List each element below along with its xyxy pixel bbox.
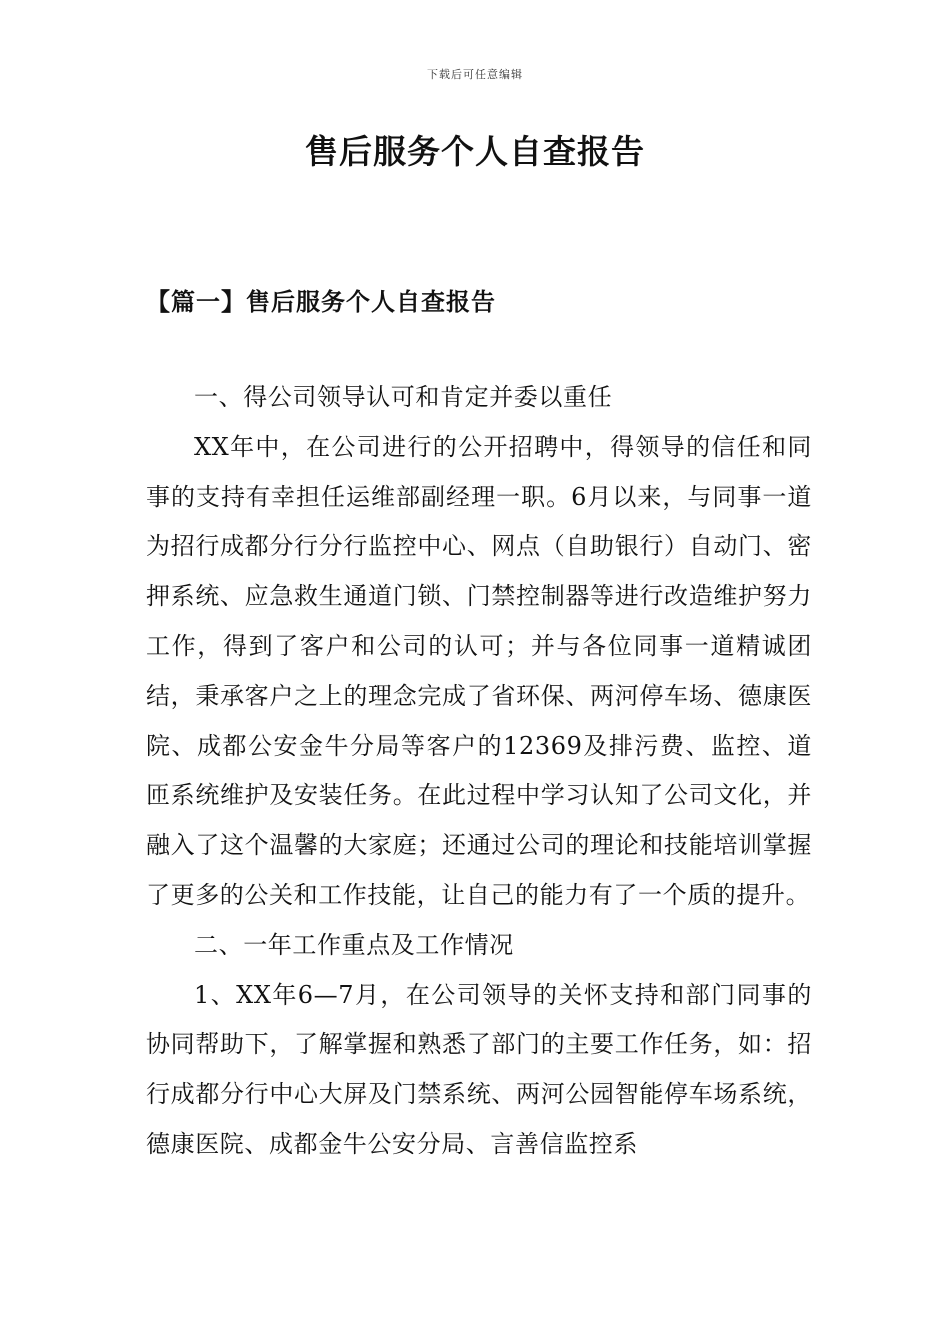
paragraph-heading-1: 一、得公司领导认可和肯定并委以重任 bbox=[194, 383, 613, 411]
section-heading: 【篇一】售后服务个人自查报告 bbox=[146, 287, 496, 316]
body-text bbox=[146, 373, 812, 1170]
paragraph-heading-2: 二、一年工作重点及工作情况 bbox=[194, 930, 514, 959]
header-note: 下载后可任意编辑 bbox=[427, 68, 523, 81]
document-title: 售后服务个人自查报告 bbox=[305, 132, 645, 171]
paragraph-1: XX年中，在公司进行的公开招聘中，得领导的信任和同事的支持有幸担任运维部副经理一职。6月以来，与同事一道为招行成都分行分行监控中心、网点（自助银行）自动门、密押系统、应急救生通道门锁、门禁控制器等进行改造维护努力工作，得到了客户和公司的认可；并与各位同事一道精诚团结，秉承客户之上的理念完成了省环保、两河停车场、德康医院、成都公安金牛分局等客户的12369及排污费、监控、道匝系统维护及安装任务。在此过程中学习认知了公司文化，并融入了这个温馨的大家庭；还通过公司的理论和技能培训掌握了更多的公关和工作技能，让自己的能力有了一个质的提升。 bbox=[146, 432, 812, 909]
paragraph-2: 1、XX年6—7月，在公司领导的关怀支持和部门同事的协同帮助下，了解掌握和熟悉了部门的主要工作任务，如：招行成都分行中心大屏及门禁系统、两河公园智能停车场系统，德康医院、成都金牛公安分局、言善信监控系 bbox=[146, 980, 812, 1158]
